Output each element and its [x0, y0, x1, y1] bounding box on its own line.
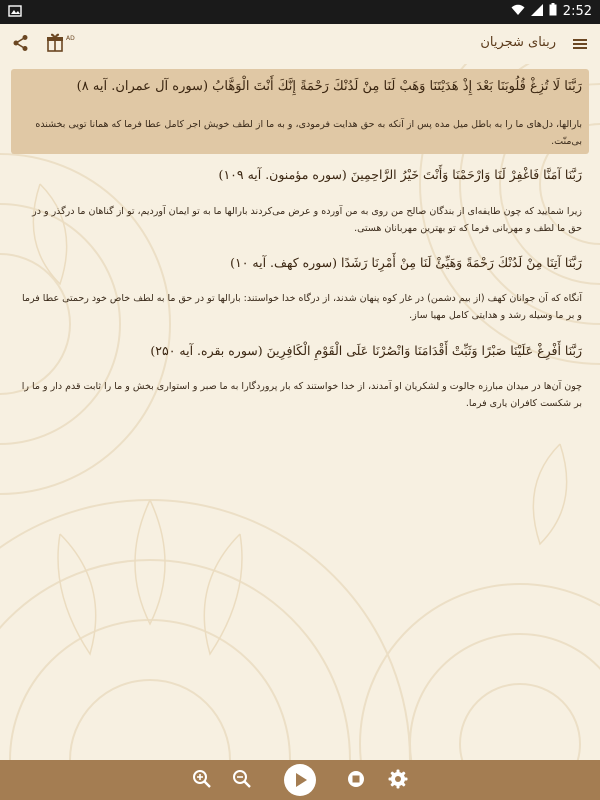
verse-arabic: رَبَّنَا أَفْرِغْ عَلَيْنَا صَبْرًا وَثَبِّتْ أَقْدَامَنَا وَانْصُرْنَا عَلَى الْقَوْمِ الْكَافِرِينَ (سوره بقره. آیه ۲۵۰): [150, 343, 582, 358]
app-bar: [0, 24, 600, 64]
verse-translation: زیرا شمایید که چون طایفه‌ای از بندگان صالح من روی به من آورده و عرض می‌کردند بارالها ما به تو ایمان آوردیم، تو از گناهان ما درگذر و در حق ما لطف و مهربانی فرما که تو بهترین مهربانان هستی.: [32, 206, 582, 234]
verse-arabic: رَبَّنَا آمَنَّا فَاغْفِرْ لَنَا وَارْحَمْنَا وَأَنْتَ خَيْرُ الرَّاحِمِينَ (سوره مؤمنون. آیه ۱۰۹): [218, 167, 582, 182]
verse-translation: آنگاه که آن جوانان کهف (از بیم دشمن) در غار کوه پنهان شدند، از درگاه خدا خواستند: بارالها تو در حق ما به لطف خاص خود رحمتی عطا فرما و بر ما وسیله رشد و هدایتی کامل مهیا ساز.: [21, 293, 582, 321]
signal-icon: [531, 4, 543, 19]
ad-gift-icon[interactable]: [46, 32, 76, 54]
zoom-out-icon[interactable]: [231, 768, 253, 794]
share-icon[interactable]: [12, 34, 30, 52]
zoom-in-icon[interactable]: [191, 768, 213, 794]
verse-arabic: رَبَّنَا لَا تُزِغْ قُلُوبَنَا بَعْدَ إِذْ هَدَيْتَنَا وَهَبْ لَنَا مِنْ لَدُنْكَ رَحْمَةً إِنَّكَ أَنْتَ الْوَهَّابُ (سوره آل عمران. آیه ۸): [76, 79, 582, 94]
verse-translation: بارالها، دل‌های ما را به باطل میل مده پس از آنکه به حق هدایت فرمودی، و به ما از لطف خویش اجر کامل عطا فرما که همانا تویی بخشنده بی‌منّت.: [35, 119, 582, 147]
gear-icon[interactable]: [387, 768, 409, 794]
wifi-icon: [511, 4, 525, 19]
status-bar: [0, 0, 600, 24]
play-icon: [284, 764, 316, 796]
hamburger-menu-icon[interactable]: [572, 36, 588, 52]
battery-icon: [549, 3, 557, 19]
play-button[interactable]: [284, 764, 316, 796]
verse-translation: چون آن‌ها در میدان مبارزه جالوت و لشکریان او آمدند، از خدا خواستند که بار پروردگارا به ما صبر و استواری بخش و ما را ثابت قدم دار و ما را بر شکست کافران یاری فرما.: [21, 381, 582, 409]
app-title: ربنای شجریان: [480, 35, 556, 50]
verses-content[interactable]: [0, 64, 600, 760]
player-bar: [0, 760, 600, 800]
verse-arabic: رَبَّنَا آتِنَا مِنْ لَدُنْكَ رَحْمَةً وَهَيِّئْ لَنَا مِنْ أَمْرِنَا رَشَدًا (سوره کهف. آیه ۱۰): [230, 255, 582, 270]
svg-text:AD: AD: [66, 35, 75, 42]
photo-notification-icon: [8, 4, 22, 21]
stop-icon[interactable]: [345, 768, 367, 794]
clock: 2:52: [562, 3, 592, 19]
